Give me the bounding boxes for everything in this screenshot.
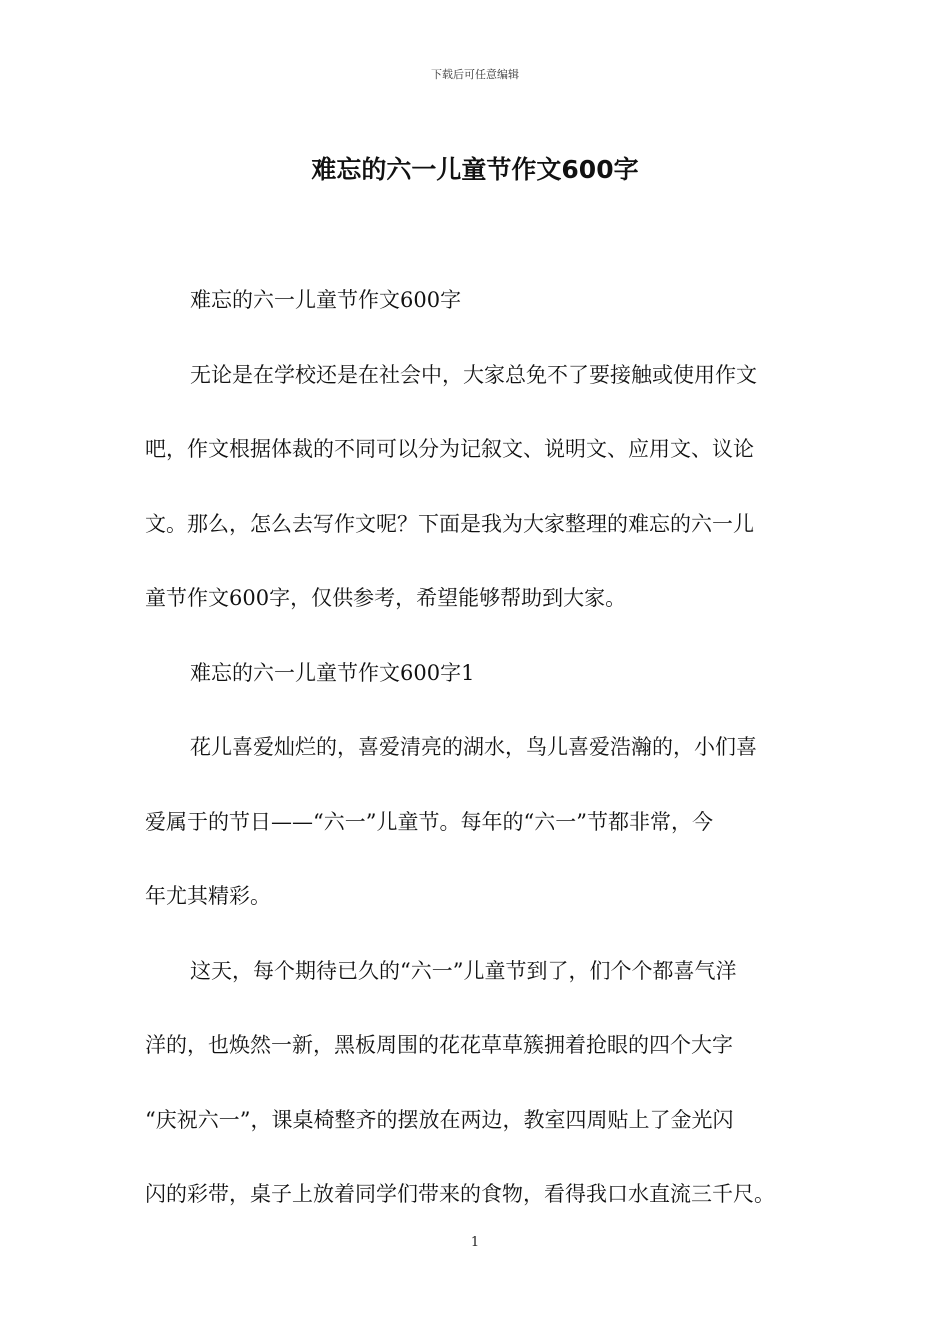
- paragraph-line: 爱属于的节日——“六一”儿童节。每年的“六一”节都非常，今: [145, 810, 713, 834]
- paragraph-line: 无论是在学校还是在社会中，大家总免不了要接触或使用作文: [190, 363, 757, 387]
- paragraph-line: 闪的彩带，桌子上放着同学们带来的食物，看得我口水直流三千尺。: [145, 1182, 775, 1206]
- subtitle-line: 难忘的六一儿童节作文600字: [190, 288, 462, 312]
- header-note: 下载后可任意编辑: [431, 68, 519, 81]
- paragraph-line: 年尤其精彩。: [145, 884, 271, 908]
- paragraph-line: 这天，每个期待已久的“六一”儿童节到了，们个个都喜气洋: [190, 959, 737, 983]
- paragraph-line: 花儿喜爱灿烂的，喜爱清亮的湖水，鸟儿喜爱浩瀚的，小们喜: [190, 735, 757, 759]
- paragraph-line: 吧，作文根据体裁的不同可以分为记叙文、说明文、应用文、议论: [145, 437, 754, 461]
- page-number: 1: [470, 1235, 480, 1250]
- paragraph-line: 文。那么，怎么去写作文呢？下面是我为大家整理的难忘的六一儿: [145, 512, 754, 536]
- document-title: 难忘的六一儿童节作文600字: [311, 155, 639, 184]
- paragraph-line: “庆祝六一”，课桌椅整齐的摆放在两边，教室四周贴上了金光闪: [145, 1108, 734, 1132]
- paragraph-line: 洋的，也焕然一新，黑板周围的花花草草簇拥着抢眼的四个大字: [145, 1033, 733, 1057]
- section-heading: 难忘的六一儿童节作文600字1: [190, 661, 475, 685]
- paragraph-line: 童节作文600字，仅供参考，希望能够帮助到大家。: [145, 586, 627, 610]
